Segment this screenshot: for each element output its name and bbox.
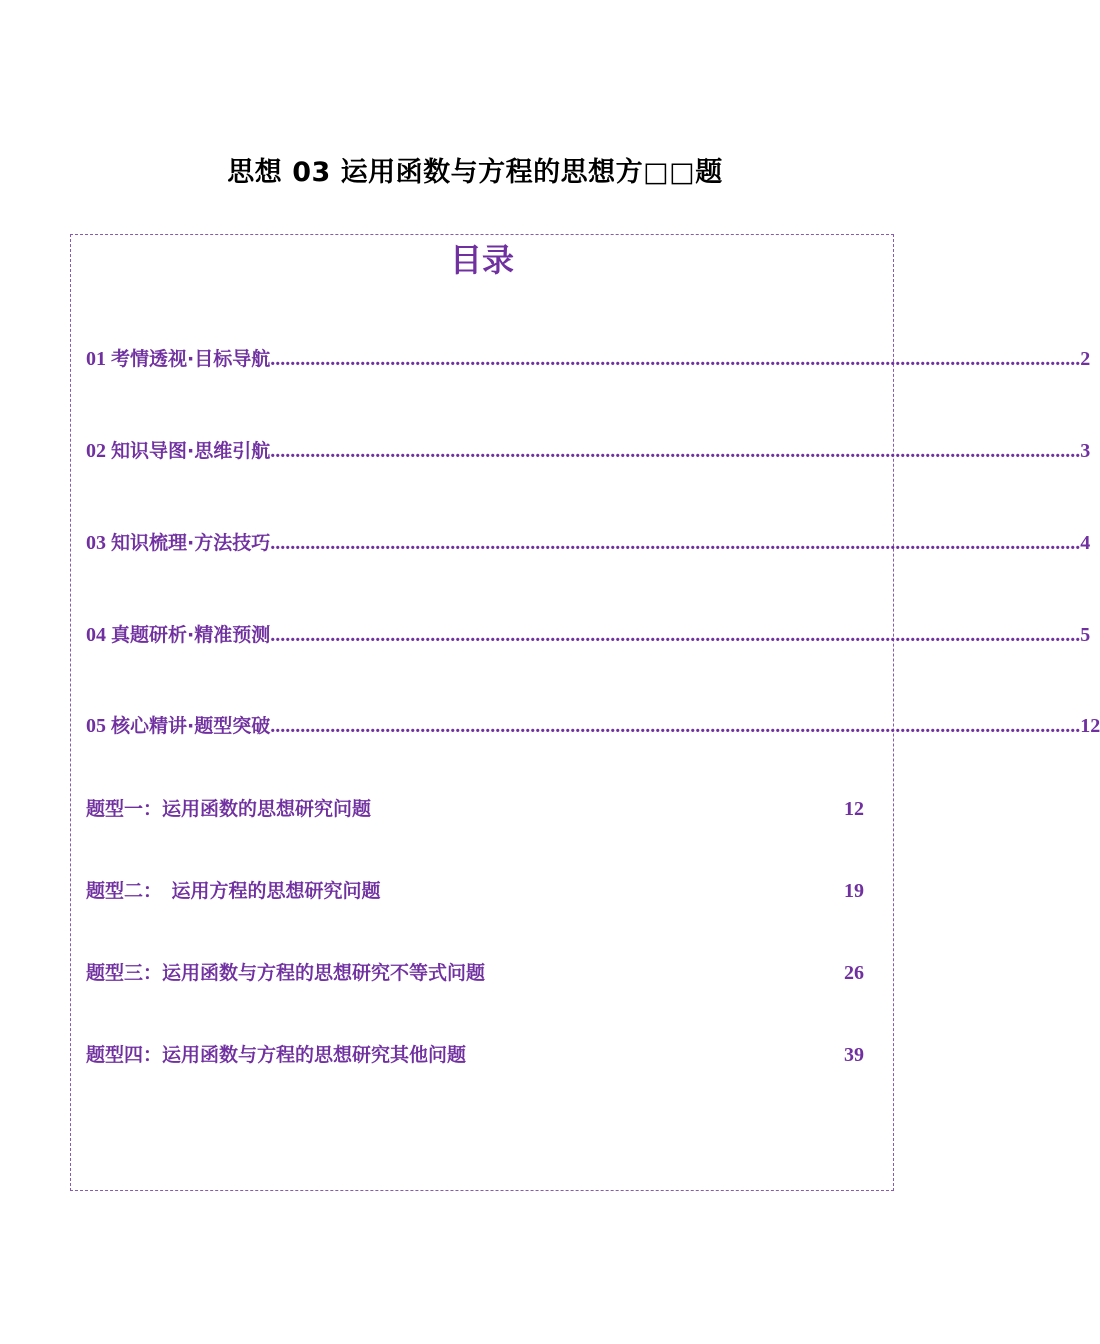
toc-type-page: 12 [844, 798, 864, 820]
toc-entry-page: 5 [1080, 624, 1091, 646]
toc-leader-dots: .................................................................................................................................................................. [270, 348, 1081, 370]
toc-entry-04[interactable] [86, 619, 1091, 647]
toc-entry-02[interactable] [86, 435, 1091, 463]
toc-entry-05[interactable] [86, 710, 1100, 738]
toc-entry-label: 01 考情透视·目标导航 [86, 348, 271, 370]
toc-entry-page: 12 [1080, 715, 1100, 737]
toc-entry-page: 3 [1080, 440, 1091, 462]
toc-entry-01[interactable] [86, 343, 1091, 371]
toc-type-label: 题型四：运用函数与方程的思想研究其他问题 [86, 1044, 467, 1066]
toc-type-page: 39 [844, 1044, 864, 1066]
toc-type-4[interactable] [86, 1039, 864, 1067]
toc-entry-label: 03 知识梳理·方法技巧 [86, 532, 271, 554]
document-title: 思想 03 运用函数与方程的思想方□□题 [227, 157, 723, 188]
toc-leader-dots: .................................................................................................................................................................. [270, 715, 1081, 737]
toc-leader-dots: .................................................................................................................................................................. [270, 532, 1081, 554]
toc-type-page: 19 [844, 880, 864, 902]
toc-leader-dots: .................................................................................................................................................................. [270, 624, 1081, 646]
toc-type-page: 26 [844, 962, 864, 984]
table-of-contents [70, 234, 1100, 1191]
toc-entry-label: 02 知识导图·思维引航 [86, 440, 271, 462]
toc-entry-label: 05 核心精讲·题型突破 [86, 715, 271, 737]
toc-entry-page: 4 [1080, 532, 1091, 554]
toc-leader-dots: .................................................................................................................................................................. [270, 440, 1081, 462]
toc-entry-03[interactable] [86, 527, 1091, 555]
toc-entry-page: 2 [1080, 348, 1091, 370]
toc-type-label: 题型三：运用函数与方程的思想研究不等式问题 [86, 962, 486, 984]
toc-type-1[interactable] [86, 793, 864, 821]
toc-type-2[interactable] [86, 875, 864, 903]
toc-type-label: 题型二： 运用方程的思想研究问题 [86, 880, 381, 902]
toc-type-3[interactable] [86, 957, 864, 985]
toc-entry-label: 04 真题研析·精准预测 [86, 624, 271, 646]
toc-type-label: 题型一：运用函数的思想研究问题 [86, 798, 372, 820]
toc-heading: 目录 [449, 241, 514, 279]
